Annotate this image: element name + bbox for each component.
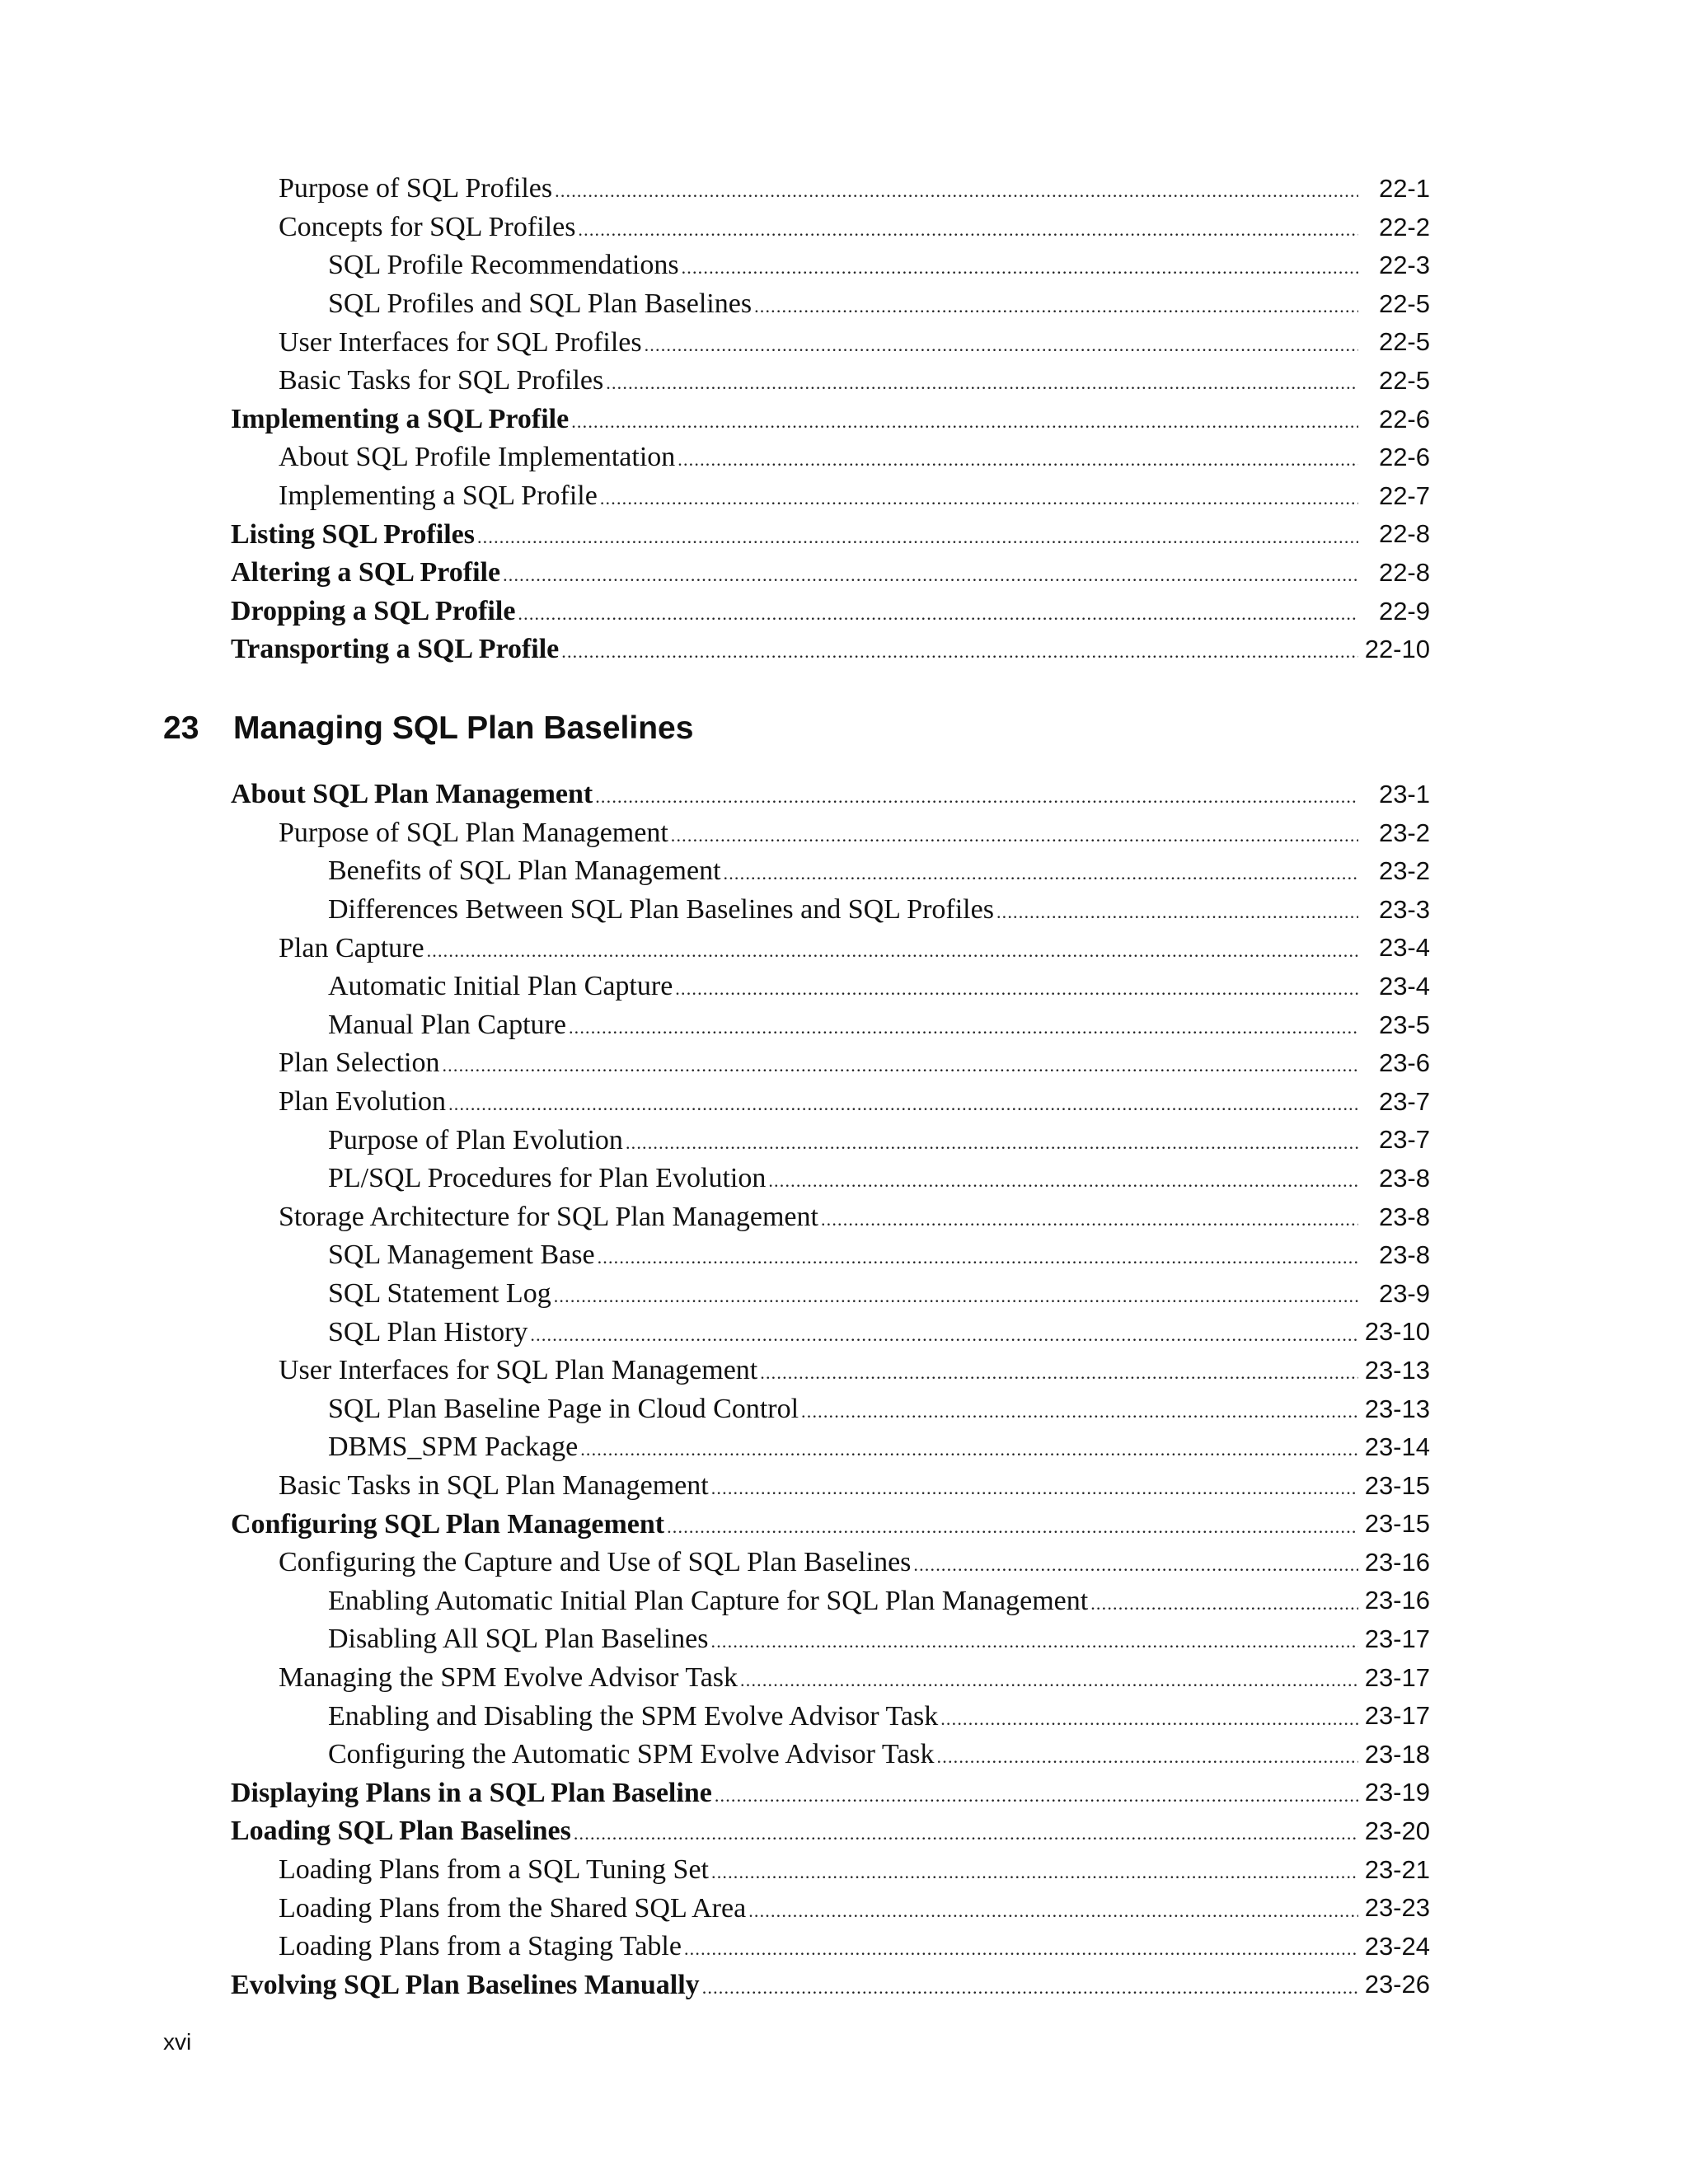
dot-leader <box>678 436 1358 479</box>
toc-entry-title[interactable]: Configuring SQL Plan Management <box>231 1508 665 1540</box>
toc-entry[interactable] <box>0 246 1688 285</box>
toc-entry-title[interactable]: Benefits of SQL Plan Management <box>328 855 721 887</box>
toc-entry[interactable] <box>0 323 1688 362</box>
toc-entry-line <box>231 1505 1358 1544</box>
toc-entry[interactable] <box>0 1352 1688 1390</box>
dot-leader <box>530 1311 1358 1354</box>
toc-entry-title[interactable]: SQL Statement Log <box>328 1278 551 1310</box>
toc-entry[interactable] <box>0 1736 1688 1774</box>
dot-leader <box>555 167 1358 210</box>
dot-leader <box>595 773 1358 816</box>
toc-entry-title[interactable]: SQL Profile Recommendations <box>328 250 679 281</box>
toc-entry[interactable] <box>0 1313 1688 1352</box>
dot-leader <box>574 1810 1358 1853</box>
chapter-heading <box>163 704 693 753</box>
dot-leader <box>913 1541 1358 1584</box>
toc-entry-line <box>279 362 1358 401</box>
toc-entry-page-number[interactable]: 22-7 <box>1378 480 1430 510</box>
dot-leader <box>996 888 1358 931</box>
toc-entry-page-number[interactable]: 23-17 <box>1364 1624 1430 1654</box>
toc-entry-page-number[interactable]: 23-2 <box>1378 856 1430 886</box>
dot-leader <box>626 1119 1358 1162</box>
toc-entry-page-number[interactable]: 22-8 <box>1378 557 1430 587</box>
toc-entry[interactable] <box>0 1236 1688 1275</box>
toc-entry-line <box>279 1083 1358 1122</box>
dot-leader <box>503 551 1358 594</box>
toc-entry[interactable] <box>0 438 1688 477</box>
toc-entry-title[interactable]: DBMS_SPM Package <box>328 1432 579 1463</box>
toc-entry-page-number[interactable]: 23-8 <box>1378 1202 1430 1231</box>
toc-entry-line <box>328 1736 1358 1774</box>
dot-leader <box>711 1618 1358 1661</box>
toc-entry-page-number[interactable]: 22-5 <box>1378 288 1430 318</box>
toc-entry[interactable] <box>0 515 1688 554</box>
toc-entry-page-number[interactable]: 23-24 <box>1364 1931 1430 1961</box>
toc-entry[interactable] <box>0 1697 1688 1736</box>
toc-entry-line <box>279 323 1358 362</box>
toc-entry-page-number[interactable]: 22-5 <box>1378 365 1430 395</box>
toc-entry-line <box>231 1774 1358 1812</box>
toc-entry-title[interactable]: Purpose of SQL Plan Management <box>279 817 668 848</box>
toc-entry-line <box>328 1121 1358 1160</box>
toc-entry-title[interactable]: Plan Evolution <box>279 1086 447 1118</box>
toc-entry-line <box>328 891 1358 930</box>
chapter-title: Managing SQL Plan Baselines <box>233 710 694 746</box>
toc-entry-line <box>328 1006 1358 1045</box>
toc-entry-title[interactable]: Displaying Plans in a SQL Plan Baseline <box>231 1777 712 1808</box>
toc-entry[interactable] <box>0 1582 1688 1620</box>
toc-entry-line <box>231 1812 1358 1851</box>
toc-entry-line <box>279 1352 1358 1390</box>
toc-entry-title[interactable]: Transporting a SQL Profile <box>231 634 560 665</box>
toc-entry-page-number[interactable]: 23-18 <box>1364 1739 1430 1769</box>
dot-leader <box>518 590 1358 633</box>
toc-entry-page-number[interactable]: 23-8 <box>1378 1240 1430 1270</box>
dot-leader <box>667 1503 1358 1546</box>
toc-entry-line <box>279 438 1358 477</box>
toc-entry-title[interactable]: About SQL Plan Management <box>231 779 593 810</box>
toc-entry-line <box>231 776 1358 814</box>
dot-leader <box>711 1465 1358 1507</box>
toc-entry-page-number[interactable]: 23-3 <box>1378 894 1430 924</box>
toc-entry-title[interactable]: Basic Tasks in SQL Plan Management <box>279 1469 709 1501</box>
dot-leader <box>724 850 1358 893</box>
toc-entry-title[interactable]: Concepts for SQL Profiles <box>279 211 576 242</box>
dot-leader <box>768 1157 1358 1200</box>
toc-entry-title[interactable]: Altering a SQL Profile <box>231 557 501 588</box>
toc-entry-page-number[interactable]: 23-20 <box>1364 1816 1430 1846</box>
toc-entry-title[interactable]: User Interfaces for SQL Profiles <box>279 326 642 358</box>
dot-leader <box>801 1388 1358 1431</box>
toc-entry-page-number[interactable]: 23-10 <box>1364 1317 1430 1347</box>
toc-entry-page-number[interactable]: 23-2 <box>1378 818 1430 847</box>
toc-entry[interactable] <box>0 776 1688 814</box>
toc-entry-line <box>231 630 1358 669</box>
toc-entry[interactable] <box>0 1544 1688 1582</box>
toc-entry-line <box>279 1044 1358 1083</box>
toc-entry-line <box>279 477 1358 516</box>
toc-entry[interactable] <box>0 554 1688 593</box>
toc-entry-line <box>279 1544 1358 1582</box>
toc-entry-line <box>279 1851 1358 1890</box>
toc-entry[interactable] <box>0 630 1688 669</box>
toc-entry[interactable] <box>0 852 1688 891</box>
toc-entry-line <box>328 1390 1358 1429</box>
toc-entry-title[interactable]: Purpose of Plan Evolution <box>328 1124 623 1155</box>
toc-entry-page-number[interactable]: 23-7 <box>1378 1125 1430 1155</box>
toc-entry-page-number[interactable]: 22-1 <box>1378 174 1430 203</box>
toc-entry-title[interactable]: Implementing a SQL Profile <box>279 480 598 512</box>
toc-entry-title[interactable]: SQL Management Base <box>328 1240 595 1271</box>
toc-entry-line <box>328 246 1358 285</box>
dot-leader <box>645 321 1358 364</box>
toc-entry[interactable] <box>0 1121 1688 1160</box>
dot-leader <box>748 1887 1358 1930</box>
toc-entry-line <box>328 1428 1358 1467</box>
toc-entry[interactable] <box>0 401 1688 439</box>
toc-entry[interactable] <box>0 1198 1688 1237</box>
toc-entry-title[interactable]: SQL Plan Baseline Page in Cloud Control <box>328 1393 799 1424</box>
dot-leader <box>821 1196 1358 1239</box>
toc-entry-line <box>279 170 1358 209</box>
toc-entry-page-number[interactable]: 23-19 <box>1364 1778 1430 1807</box>
toc-entry-title[interactable]: Loading Plans from a SQL Tuning Set <box>279 1854 709 1885</box>
toc-entry-title[interactable]: User Interfaces for SQL Plan Management <box>279 1355 758 1386</box>
dot-leader <box>740 1657 1358 1699</box>
toc-entry-line <box>231 593 1358 631</box>
toc-entry-page-number[interactable]: 22-8 <box>1378 519 1430 549</box>
toc-entry[interactable] <box>0 1467 1688 1506</box>
toc-entry-line <box>279 1467 1358 1506</box>
toc-entry-title[interactable]: Enabling and Disabling the SPM Evolve Advisor Task <box>328 1700 939 1732</box>
toc-entry[interactable] <box>0 1275 1688 1314</box>
toc-entry-title[interactable]: About SQL Profile Implementation <box>279 442 676 473</box>
dot-leader <box>940 1695 1358 1738</box>
toc-entry[interactable] <box>0 593 1688 631</box>
toc-entry-title[interactable]: Implementing a SQL Profile <box>231 403 570 434</box>
toc-entry-title[interactable]: Plan Selection <box>279 1047 440 1079</box>
toc-entry[interactable] <box>0 1006 1688 1045</box>
dot-leader <box>715 1772 1358 1815</box>
toc-entry-title[interactable]: Manual Plan Capture <box>328 1009 566 1040</box>
toc-entry[interactable] <box>0 1928 1688 1966</box>
toc-entry-title[interactable]: Enabling Automatic Initial Plan Capture for SQL Plan Management <box>328 1585 1089 1616</box>
toc-entry-line <box>279 1659 1358 1698</box>
toc-entry[interactable] <box>0 170 1688 209</box>
toc-entry[interactable] <box>0 1390 1688 1429</box>
toc-entry[interactable] <box>0 362 1688 401</box>
toc-entry[interactable] <box>0 1812 1688 1851</box>
toc-entry-page-number[interactable]: 23-15 <box>1364 1509 1430 1539</box>
dot-leader <box>671 812 1358 855</box>
dot-leader <box>754 283 1358 326</box>
dot-leader <box>760 1349 1358 1392</box>
toc-entry-title[interactable]: SQL Profiles and SQL Plan Baselines <box>328 288 753 320</box>
toc-entry-line <box>328 1313 1358 1352</box>
toc-entry[interactable] <box>0 968 1688 1006</box>
toc-entry-page-number[interactable]: 23-5 <box>1378 1010 1430 1039</box>
toc-entry-page-number[interactable]: 22-3 <box>1378 251 1430 280</box>
dot-leader <box>569 1004 1358 1047</box>
toc-entry-line <box>328 1160 1358 1198</box>
toc-section-chapter-23 <box>0 776 1688 2004</box>
toc-entry-page-number[interactable]: 23-21 <box>1364 1854 1430 1884</box>
dot-leader <box>571 398 1358 441</box>
toc-entry-title[interactable]: Evolving SQL Plan Baselines Manually <box>231 1969 700 2000</box>
toc-entry-title[interactable]: Managing the SPM Evolve Advisor Task <box>279 1661 738 1693</box>
toc-entry-line <box>328 285 1358 324</box>
dot-leader <box>711 1849 1358 1891</box>
toc-entry-page-number[interactable]: 23-7 <box>1378 1086 1430 1116</box>
toc-entry-page-number[interactable]: 23-17 <box>1364 1701 1430 1731</box>
toc-entry-page-number[interactable]: 23-1 <box>1378 780 1430 808</box>
toc-entry-line <box>279 814 1358 853</box>
toc-entry-line <box>328 1582 1358 1620</box>
toc-section-chapter-22 <box>0 170 1688 669</box>
toc-entry-page-number[interactable]: 22-2 <box>1378 212 1430 241</box>
toc-entry-line <box>231 554 1358 593</box>
dot-leader <box>448 1080 1358 1123</box>
toc-entry-line <box>231 515 1358 554</box>
dot-leader <box>600 475 1358 518</box>
toc-entry[interactable] <box>0 1774 1688 1812</box>
toc-entry-page-number[interactable]: 23-13 <box>1364 1394 1430 1423</box>
toc-entry[interactable] <box>0 1966 1688 2004</box>
toc-entry-line <box>279 1889 1358 1928</box>
toc-entry-page-number[interactable]: 23-13 <box>1364 1355 1430 1385</box>
dot-leader <box>675 965 1358 1008</box>
toc-entry-page-number[interactable]: 23-4 <box>1378 971 1430 1001</box>
toc-entry[interactable] <box>0 477 1688 516</box>
toc-entry-line <box>328 1275 1358 1314</box>
dot-leader <box>702 1964 1358 2007</box>
toc-entry-page-number[interactable]: 23-17 <box>1364 1662 1430 1692</box>
toc-entry-page-number[interactable]: 23-23 <box>1364 1893 1430 1923</box>
toc-entry-page-number[interactable]: 22-6 <box>1378 404 1430 434</box>
toc-entry-title[interactable]: Disabling All SQL Plan Baselines <box>328 1624 709 1655</box>
toc-entry[interactable] <box>0 1659 1688 1698</box>
toc-entry[interactable] <box>0 1083 1688 1122</box>
toc-entry[interactable] <box>0 1160 1688 1198</box>
toc-entry-page-number[interactable]: 23-16 <box>1364 1547 1430 1577</box>
toc-entry-title[interactable]: Automatic Initial Plan Capture <box>328 971 673 1002</box>
toc-entry-page-number[interactable]: 23-9 <box>1378 1278 1430 1308</box>
toc-entry-title[interactable]: SQL Plan History <box>328 1316 528 1347</box>
dot-leader <box>442 1042 1358 1085</box>
toc-entry-page-number[interactable]: 23-8 <box>1378 1163 1430 1193</box>
toc-entry-line <box>231 1966 1358 2004</box>
toc-entry-title[interactable]: Differences Between SQL Plan Baselines and SQL Profiles <box>328 894 994 926</box>
dot-leader <box>578 206 1358 249</box>
dot-leader <box>427 927 1358 970</box>
toc-entry-line <box>231 401 1358 439</box>
page-number: xvi <box>163 2029 192 2055</box>
toc-entry[interactable] <box>0 891 1688 930</box>
toc-entry-title[interactable]: Loading SQL Plan Baselines <box>231 1816 571 1847</box>
dot-leader <box>477 513 1358 556</box>
toc-entry-page-number[interactable]: 22-9 <box>1378 596 1430 626</box>
dot-leader <box>1090 1580 1358 1623</box>
toc-entry-page-number[interactable]: 23-16 <box>1364 1586 1430 1615</box>
toc-entry-title[interactable]: Plan Capture <box>279 932 424 963</box>
chapter-number: 23 <box>163 710 199 746</box>
toc-entry-title[interactable]: Loading Plans from a Staging Table <box>279 1931 682 1962</box>
toc-entry[interactable] <box>0 1889 1688 1928</box>
toc-entry-line <box>279 209 1358 247</box>
toc-entry-page-number[interactable]: 22-6 <box>1378 443 1430 472</box>
toc-entry-line <box>279 1928 1358 1966</box>
toc-entry[interactable] <box>0 814 1688 853</box>
dot-leader <box>682 244 1358 287</box>
toc-entry-line <box>328 1620 1358 1659</box>
dot-leader <box>580 1426 1358 1469</box>
toc-entry-page-number[interactable]: 22-10 <box>1364 635 1430 664</box>
toc-entry[interactable] <box>0 1620 1688 1659</box>
toc-entry-page-number[interactable]: 23-4 <box>1378 933 1430 963</box>
toc-entry-title[interactable]: Configuring the Automatic SPM Evolve Advisor Task <box>328 1739 935 1770</box>
toc-entry-title[interactable]: Purpose of SQL Profiles <box>279 173 553 204</box>
toc-entry[interactable] <box>0 285 1688 324</box>
toc-entry-line <box>328 968 1358 1006</box>
toc-entry-title[interactable]: PL/SQL Procedures for Plan Evolution <box>328 1163 767 1194</box>
dot-leader <box>554 1272 1358 1315</box>
toc-entry-title[interactable]: Storage Architecture for SQL Plan Management <box>279 1201 818 1232</box>
toc-entry-page-number[interactable]: 23-26 <box>1364 1970 1430 1999</box>
toc-entry-line <box>279 1198 1358 1237</box>
toc-entry[interactable] <box>0 1851 1688 1890</box>
toc-entry-line <box>279 929 1358 968</box>
dot-leader <box>684 1925 1358 1968</box>
toc-entry[interactable] <box>0 1428 1688 1467</box>
dot-leader <box>598 1234 1358 1277</box>
toc-entry-page-number[interactable]: 23-15 <box>1364 1470 1430 1500</box>
toc-entry[interactable] <box>0 1044 1688 1083</box>
toc-entry-line <box>328 1236 1358 1275</box>
toc-entry-line <box>328 1697 1358 1736</box>
toc-entry-line <box>328 852 1358 891</box>
dot-leader <box>606 359 1358 402</box>
toc-entry-title[interactable]: Basic Tasks for SQL Profiles <box>279 365 604 396</box>
toc-entry[interactable] <box>0 209 1688 247</box>
dot-leader <box>561 628 1358 671</box>
toc-entry-page-number[interactable]: 23-14 <box>1364 1432 1430 1462</box>
toc-entry-page-number[interactable]: 22-5 <box>1378 327 1430 357</box>
toc-entry-title[interactable]: Dropping a SQL Profile <box>231 595 516 626</box>
toc-entry-title[interactable]: Loading Plans from the Shared SQL Area <box>279 1892 747 1924</box>
toc-entry[interactable] <box>0 929 1688 968</box>
dot-leader <box>937 1733 1358 1776</box>
toc-entry-title[interactable]: Listing SQL Profiles <box>231 518 475 550</box>
toc-entry-title[interactable]: Configuring the Capture and Use of SQL Plan Baselines <box>279 1547 912 1578</box>
toc-entry[interactable] <box>0 1505 1688 1544</box>
toc-entry-page-number[interactable]: 23-6 <box>1378 1048 1430 1078</box>
